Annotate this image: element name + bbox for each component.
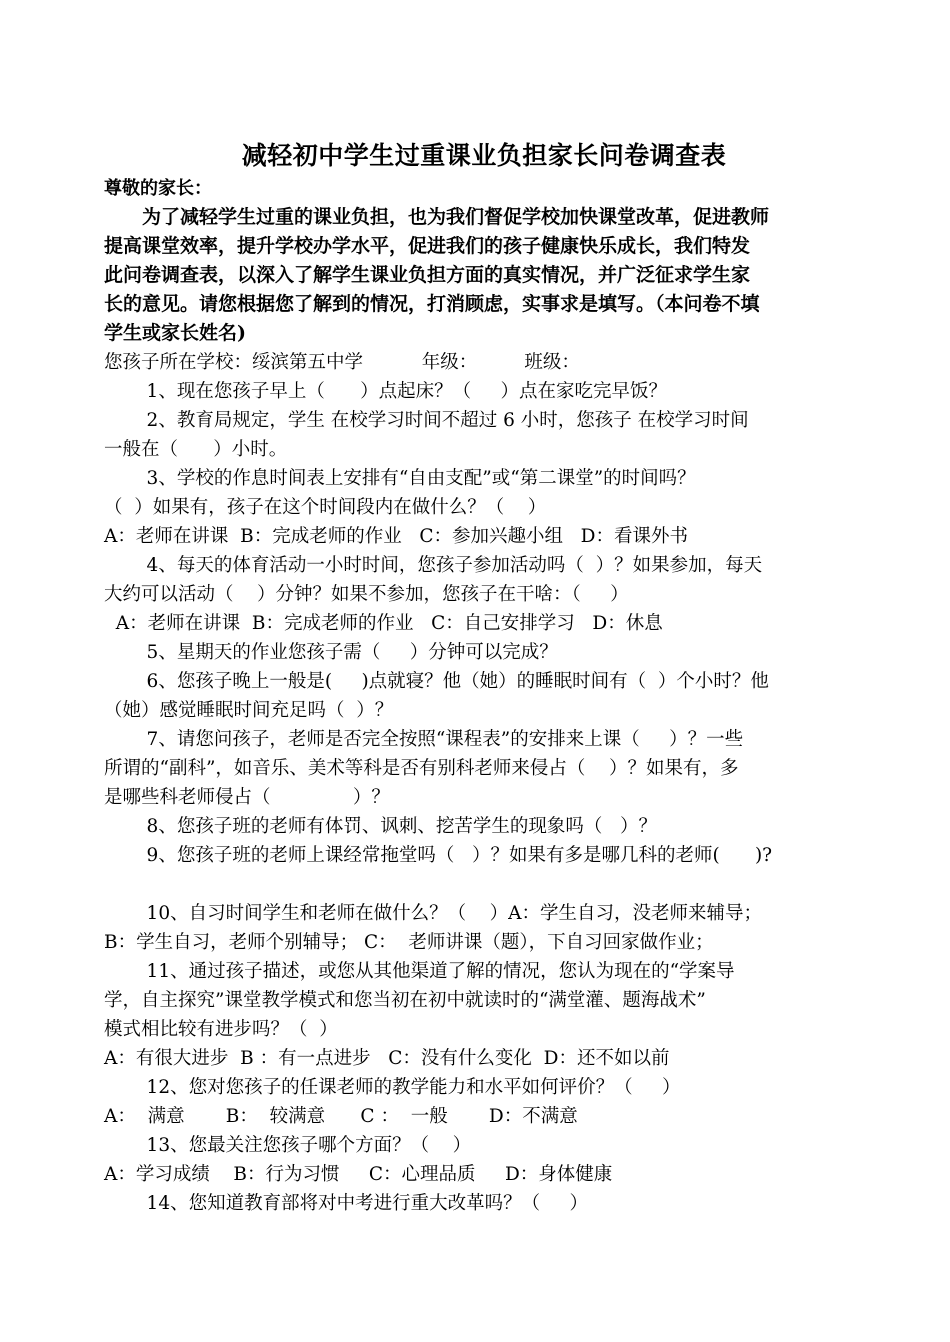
question-item	[104, 1131, 864, 1160]
question-item	[104, 1102, 864, 1131]
question-line: 模式相比较有进步吗？（ ）	[104, 1019, 338, 1040]
question-line: 9、您孩子班的老师上课经常拖堂吗（ ）？如果有多是哪几科的老师( )?	[146, 845, 773, 866]
question-line: 6、您孩子晚上一般是( )点就寝？他（她）的睡眠时间有（ ）个小时？他	[146, 671, 769, 692]
question-line: 7、请您问孩子，老师是否完全按照“课程表”的安排来上课（ ）？一些	[146, 729, 744, 750]
question-item	[104, 725, 864, 812]
question-item	[104, 551, 864, 609]
question-item	[104, 1044, 864, 1073]
question-item	[104, 522, 864, 551]
intro-line: 为了减轻学生过重的课业负担，也为我们督促学校加快课堂改革，促进教师	[142, 206, 770, 228]
question-item	[104, 667, 864, 725]
question-line: 4、每天的体育活动一小时时间，您孩子参加活动吗（ ）？如果参加，每天	[146, 555, 763, 576]
question-item	[104, 1073, 864, 1102]
question-item	[104, 377, 864, 406]
question-line: 2、教育局规定，学生 在校学习时间不超过 6 小时，您孩子 在校学习时间	[146, 410, 749, 431]
question-line: 12、您对您孩子的任课老师的教学能力和水平如何评价？（ ）	[146, 1077, 681, 1098]
greeting: 尊敬的家长：	[104, 178, 212, 199]
question-line: 大约可以活动（ ）分钟？如果不参加，您孩子在干啥：（ ）	[104, 584, 629, 605]
question-line: 3、学校的作息时间表上安排有“自由支配”或“第二课堂”的时间吗？	[146, 468, 696, 489]
question-item	[104, 841, 864, 870]
question-line: A：老师在讲课 B：完成老师的作业 C：自己安排学习 D：休息	[104, 613, 663, 634]
document-title: 减轻初中学生过重课业负担家长问卷调查表	[241, 141, 727, 170]
question-line: 一般在（ ）小时。	[104, 439, 288, 460]
questionnaire-page	[104, 138, 864, 1218]
question-item	[104, 899, 864, 957]
question-list	[104, 377, 864, 1218]
question-line: 11、通过孩子描述，或您从其他渠道了解的情况，您认为现在的“学案导	[146, 961, 735, 982]
question-line: 14、您知道教育部将对中考进行重大改革吗？（ ）	[146, 1193, 588, 1214]
question-item	[104, 609, 864, 638]
question-line: A： 满意 B： 较满意 C ： 一般 D：不满意	[104, 1106, 578, 1127]
question-line: 8、您孩子班的老师有体罚、讽刺、挖苦学生的现象吗（ ）？	[146, 816, 657, 837]
question-line: A：有很大进步 B ：有一点进步 C：没有什么变化 D：还不如以前	[104, 1048, 670, 1069]
question-line	[104, 870, 864, 899]
question-line: 5、星期天的作业您孩子需（ ）分钟可以完成？	[146, 642, 558, 663]
school-info-line: 您孩子所在学校：绥滨第五中学 年级： 班级：	[104, 352, 580, 373]
question-line: 是哪些科老师侵占（ ）？	[104, 787, 390, 808]
question-line: 13、您最关注您孩子哪个方面？（ ）	[146, 1135, 472, 1156]
question-item	[104, 1160, 864, 1189]
question-line: 所谓的“副科”，如音乐、美术等科是否有别科老师来侵占（ ）？如果有，多	[104, 758, 739, 779]
intro-line: 提高课堂效率，提升学校办学水平，促进我们的孩子健康快乐成长，我们特发	[104, 235, 751, 257]
question-item	[104, 1189, 864, 1218]
question-line: B：学生自习，老师个别辅导； C： 老师讲课（题），下自习回家做作业；	[104, 932, 714, 953]
question-line: 1、现在您孩子早上（ ）点起床？（ ）点在家吃完早饭？	[146, 381, 668, 402]
question-item	[104, 406, 864, 464]
question-item	[104, 464, 864, 522]
question-item	[104, 870, 864, 899]
question-line: （ ）如果有，孩子在这个时间段内在做什么？（ ）	[104, 497, 547, 518]
question-line: 10、自习时间学生和老师在做什么？（ ）A：学生自习，没老师来辅导；	[146, 903, 762, 924]
intro-line: 长的意见。请您根据您了解到的情况，打消顾虑，实事求是填写。（本问卷不填	[104, 293, 760, 315]
question-item	[104, 638, 864, 667]
intro-paragraph	[104, 203, 864, 348]
question-line: A：学习成绩 B：行为习惯 C：心理品质 D：身体健康	[104, 1164, 613, 1185]
question-line: （她）感觉睡眠时间充足吗（ ）？	[104, 700, 394, 721]
intro-line: 此问卷调查表，以深入了解学生课业负担方面的真实情况，并广泛征求学生家	[104, 264, 751, 286]
intro-line: 学生或家长姓名)	[104, 322, 246, 344]
question-line: A：老师在讲课 B：完成老师的作业 C：参加兴趣小组 D：看课外书	[104, 526, 688, 547]
question-item	[104, 957, 864, 1044]
question-line: 学，自主探究”课堂教学模式和您当初在初中就读时的“满堂灌、题海战术”	[104, 990, 706, 1011]
question-item	[104, 812, 864, 841]
